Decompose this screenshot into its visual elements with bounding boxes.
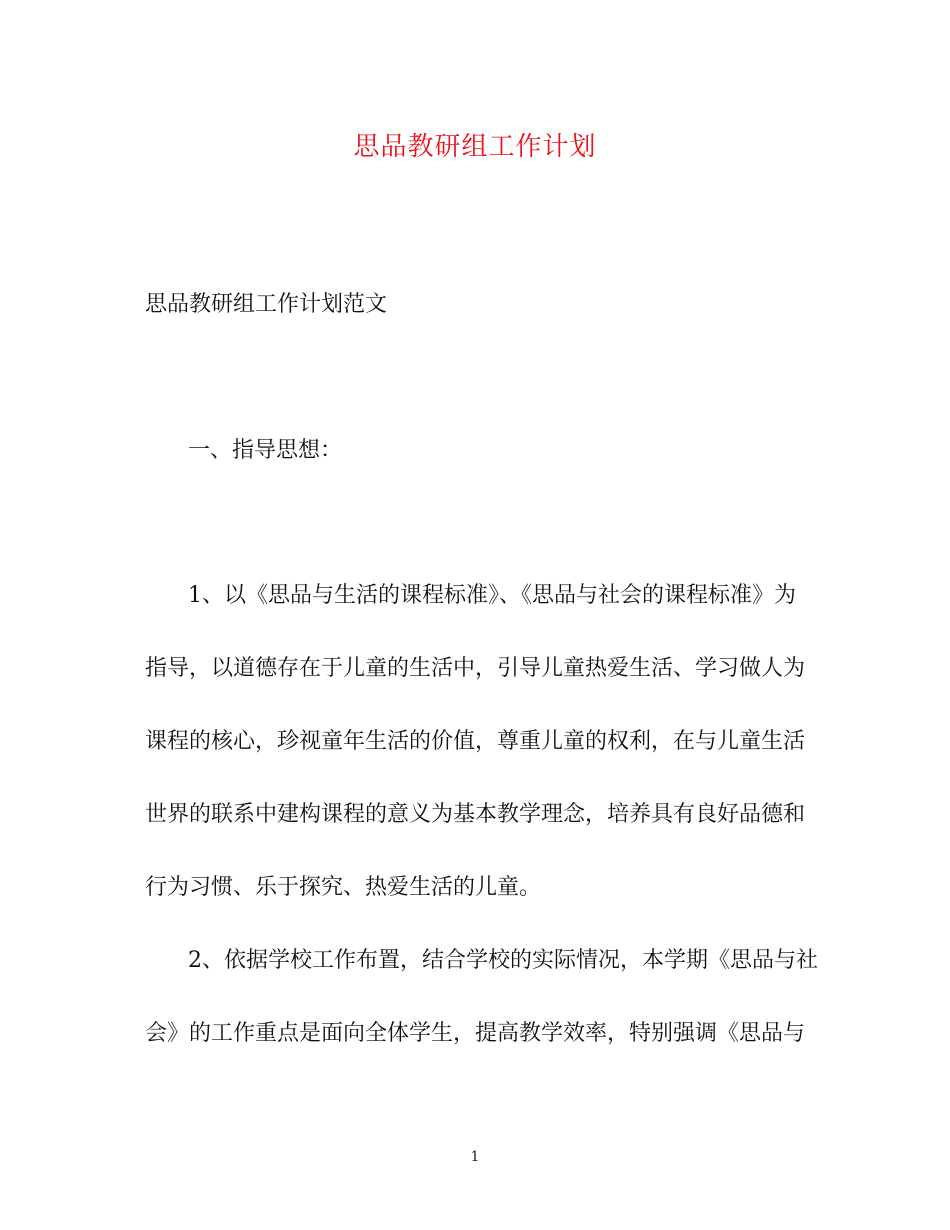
document-title: 思品教研组工作计划 (353, 132, 597, 162)
document-subtitle: 思品教研组工作计划范文 (145, 292, 388, 317)
paragraph-line: 2、依据学校工作布置，结合学校的实际情况，本学期《思品与社 (188, 948, 818, 973)
paragraph-line: 世界的联系中建构课程的意义为基本教学理念，培养具有良好品德和 (145, 802, 806, 827)
paragraph-2 (145, 946, 818, 1049)
paragraph-1 (145, 581, 810, 903)
paragraph-line: 会》的工作重点是面向全体学生，提高教学效率，特别强调《思品与 (145, 1021, 806, 1046)
paragraph-line: 课程的核心，珍视童年生活的价值，尊重儿童的权利，在与儿童生活 (145, 729, 806, 754)
section-heading: 一、指导思想： (188, 438, 343, 463)
paragraph-line: 行为习惯、乐于探究、热爱生活的儿童。 (145, 875, 542, 900)
paragraph-line: 1、以《思品与生活的课程标准》、《思品与社会的课程标准》为 (188, 583, 796, 608)
page-number: 1 (470, 1149, 480, 1165)
paragraph-line: 指导，以道德存在于儿童的生活中，引导儿童热爱生活、学习做人为 (145, 656, 806, 681)
